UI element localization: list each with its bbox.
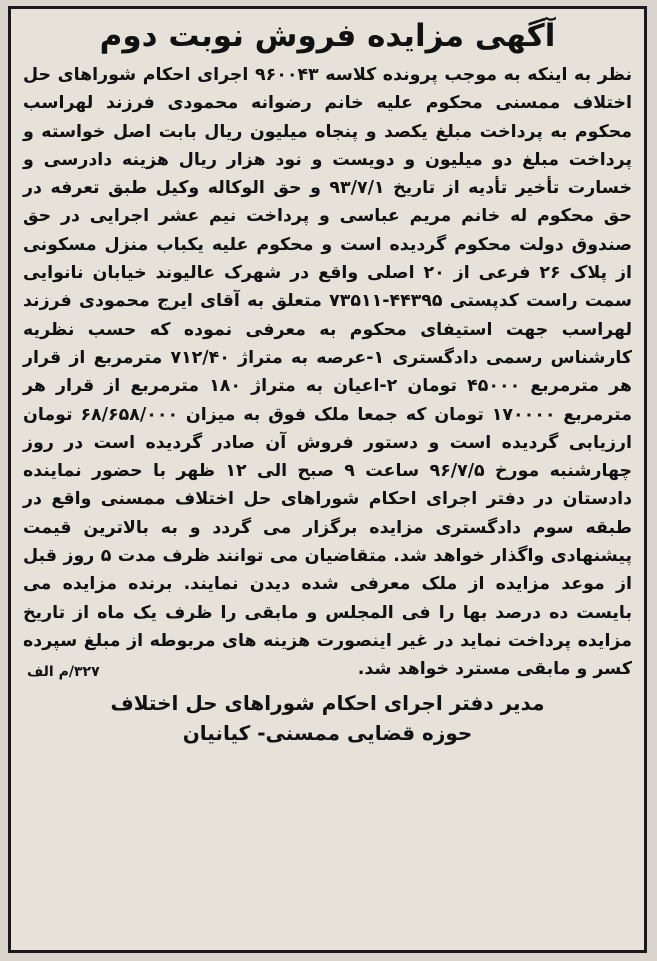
reference-number: ۳۲۷/م الف bbox=[27, 663, 100, 680]
notice-frame bbox=[8, 6, 647, 953]
notice-title: آگهی مزایده فروش نوبت دوم bbox=[99, 18, 556, 54]
signature-line-2: حوزه قضایی ممسنی- کیانیان bbox=[182, 720, 473, 745]
signature-block bbox=[23, 688, 632, 748]
signature-line-1: مدیر دفتر اجرای احکام شوراهای حل اختلاف bbox=[110, 690, 545, 715]
notice-body: نظر به اینکه به موجب پرونده کلاسه ۹۶۰۰۴۳ اجرای احکام شوراهای حل اختلاف ممسنی محکوم علیه خانم رضوانه محمودی فرزند لهراسب محکوم به پرداخت مبلغ یکصد و پنجاه میلیون ریال بابت اصل خواسته و پرداخت مبلغ دو میلیون و دویست و نود هزار ریال هزینه دادرسی و خسارت تأخیر تأدیه از تاریخ ۹۳/۷/۱ و حق الوکاله وکیل طبق تعرفه در حق محکوم له خانم مریم عباسی و پرداخت نیم عشر اجرایی در حق صندوق دولت محکوم گردیده است و محکوم علیه یکباب منزل مسکونی از پلاک ۲۶ فرعی از ۲۰ اصلی واقع در شهرک عالیوند خیابان نانوایی سمت راست کدپستی ۴۴۳۹۵-۷۳۵۱۱ متعلق به آقای ایرج محمودی فرزند لهراسب جهت استیفای محکوم به معرفی نموده که حسب نظریه کارشناس رسمی دادگستری ۱-عرصه به متراژ ۷۱۲/۴۰ مترمربع از قرار هر مترمربع ۴۵۰۰۰ تومان ۲-اعیان به متراژ ۱۸۰ مترمربع از قرار هر مترمربع ۱۷۰۰۰۰ تومان که جمعا ملک فوق به میزان ۶۸/۶۵۸/۰۰۰ تومان ارزیابی گردیده است و دستور فروش آن صادر گردیده است در روز چهارشنبه مورخ ۹۶/۷/۵ ساعت ۹ صبح الی ۱۲ ظهر با حضور نماینده دادستان در دفتر اجرای احکام شوراهای حل اختلاف ممسنی واقع در طبقه سوم دادگستری مزایده برگزار می گردد و به بالاترین قیمت پیشنهادی واگذار خواهد شد. متقاضیان می توانند ظرف مدت ۵ روز قبل از موعد مزایده از ملک معرفی شده دیدن نمایند. برنده مزایده می بایست ده درصد بها را فی المجلس و مابقی را ظرف یک ماه از تاریخ مزایده پرداخت نماید در غیر اینصورت هزینه های مربوطه از مبلغ سپرده کسر و مابقی مسترد خواهد شد. bbox=[23, 65, 633, 680]
